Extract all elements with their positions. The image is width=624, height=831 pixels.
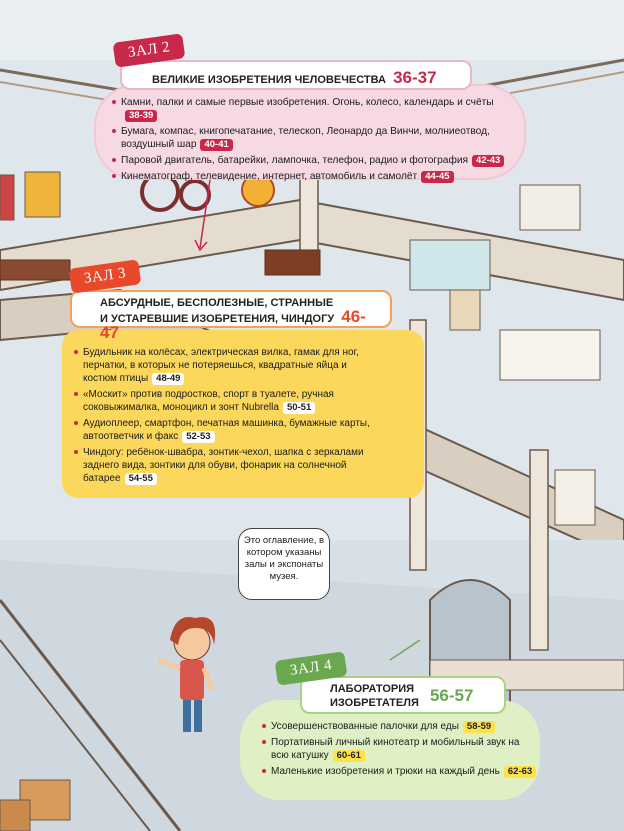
hall4-item-2-pages: 60-61 bbox=[333, 750, 365, 762]
hall2-item-3[interactable]: Паровой двигатель, батарейки, лампочка, телефон, радио и фотография 42-43 bbox=[112, 154, 517, 167]
hall3-list bbox=[74, 346, 414, 488]
hall3-item-2[interactable]: «Москит» против подростков, спорт в туалете, ручная соковыжималка, моноцикл и зонт Nubrella 50-51 bbox=[74, 388, 383, 414]
hall2-item-4-pages: 44-45 bbox=[421, 171, 453, 183]
hall2-item-1[interactable]: Камни, палки и самые первые изобретения. Огонь, колесо, календарь и счёты38-39 bbox=[112, 96, 517, 122]
hall2-item-2-pages: 40-41 bbox=[200, 139, 232, 151]
hall4-item-3-pages: 62-63 bbox=[504, 766, 536, 778]
hall4-title-box[interactable] bbox=[300, 676, 506, 714]
hall4-title-line2: ИЗОБРЕТАТЕЛЯ bbox=[330, 697, 419, 709]
hall2-title: ВЕЛИКИЕ ИЗОБРЕТЕНИЯ ЧЕЛОВЕЧЕСТВА bbox=[152, 74, 386, 86]
hall3-item-3[interactable]: Аудиоплеер, смартфон, печатная машинка, бумажные карты, автоответчик и факс 52-53 bbox=[74, 417, 373, 443]
hall3-panel bbox=[62, 330, 424, 498]
hall3-tag: ЗАЛ 3 bbox=[69, 259, 142, 294]
hall2-list bbox=[112, 96, 517, 186]
hall2-item-1-pages: 38-39 bbox=[125, 110, 157, 122]
hall2-panel bbox=[96, 86, 524, 182]
hall4-title-pages: 56-57 bbox=[429, 686, 474, 705]
hall4-panel bbox=[240, 700, 540, 800]
hall4-item-1[interactable]: Усовершенствованные палочки для еды 58-59 bbox=[262, 720, 537, 733]
hall2-item-3-pages: 42-43 bbox=[472, 155, 504, 167]
speech-bubble: Это оглавление, в котором указаны залы и экспонаты музея. bbox=[238, 528, 330, 600]
hall2-item-4[interactable]: Кинематограф, телевидение, интернет, автомобиль и самолёт 44-45 bbox=[112, 170, 517, 183]
hall3-title-pages: 46-47 bbox=[100, 307, 366, 342]
hall4-list bbox=[262, 720, 537, 781]
hall3-item-4-pages: 54-55 bbox=[125, 473, 157, 485]
hall4-item-1-pages: 58-59 bbox=[463, 721, 495, 733]
hall4-item-2[interactable]: Портативный личный кинотеатр и мобильный звук на всю катушку 60-61 bbox=[262, 736, 537, 762]
hall3-item-2-pages: 50-51 bbox=[283, 402, 315, 414]
hall4-tag: ЗАЛ 4 bbox=[275, 651, 348, 686]
hall3-item-3-pages: 52-53 bbox=[182, 431, 214, 443]
hall2-title-box[interactable] bbox=[120, 60, 472, 90]
hall2-title-pages: 36-37 bbox=[393, 68, 437, 87]
hall3-item-1[interactable]: Будильник на колёсах, электрическая вилка, гамак для ног, перчатки, в которых не потеряешься, квадратные яйца и костюм птицы 48-49 bbox=[74, 346, 383, 385]
hall3-title-box[interactable] bbox=[70, 290, 392, 342]
hall3-item-1-pages: 48-49 bbox=[152, 373, 184, 385]
hall3-title-line1: АБСУРДНЫЕ, БЕСПОЛЕЗНЫЕ, СТРАННЫЕ bbox=[100, 297, 334, 309]
hall4-item-3[interactable]: Маленькие изобретения и трюки на каждый день 62-63 bbox=[262, 765, 537, 778]
hall4-title-line1: ЛАБОРАТОРИЯ bbox=[330, 683, 415, 695]
hall2-tag: ЗАЛ 2 bbox=[113, 33, 186, 68]
hall2-item-2[interactable]: Бумага, компас, книгопечатание, телескоп, Леонардо да Винчи, молниеотвод, воздушный шар 40-41 bbox=[112, 125, 517, 151]
hall3-item-4[interactable]: Чиндогу: ребёнок-швабра, зонтик-чехол, шапка с зеркалами заднего вида, зонтики для обуви, фонарик на солнечной батарее 54-55 bbox=[74, 446, 373, 485]
hall3-title-line2: И УСТАРЕВШИЕ ИЗОБРЕТЕНИЯ, ЧИНДОГУ bbox=[100, 313, 335, 325]
